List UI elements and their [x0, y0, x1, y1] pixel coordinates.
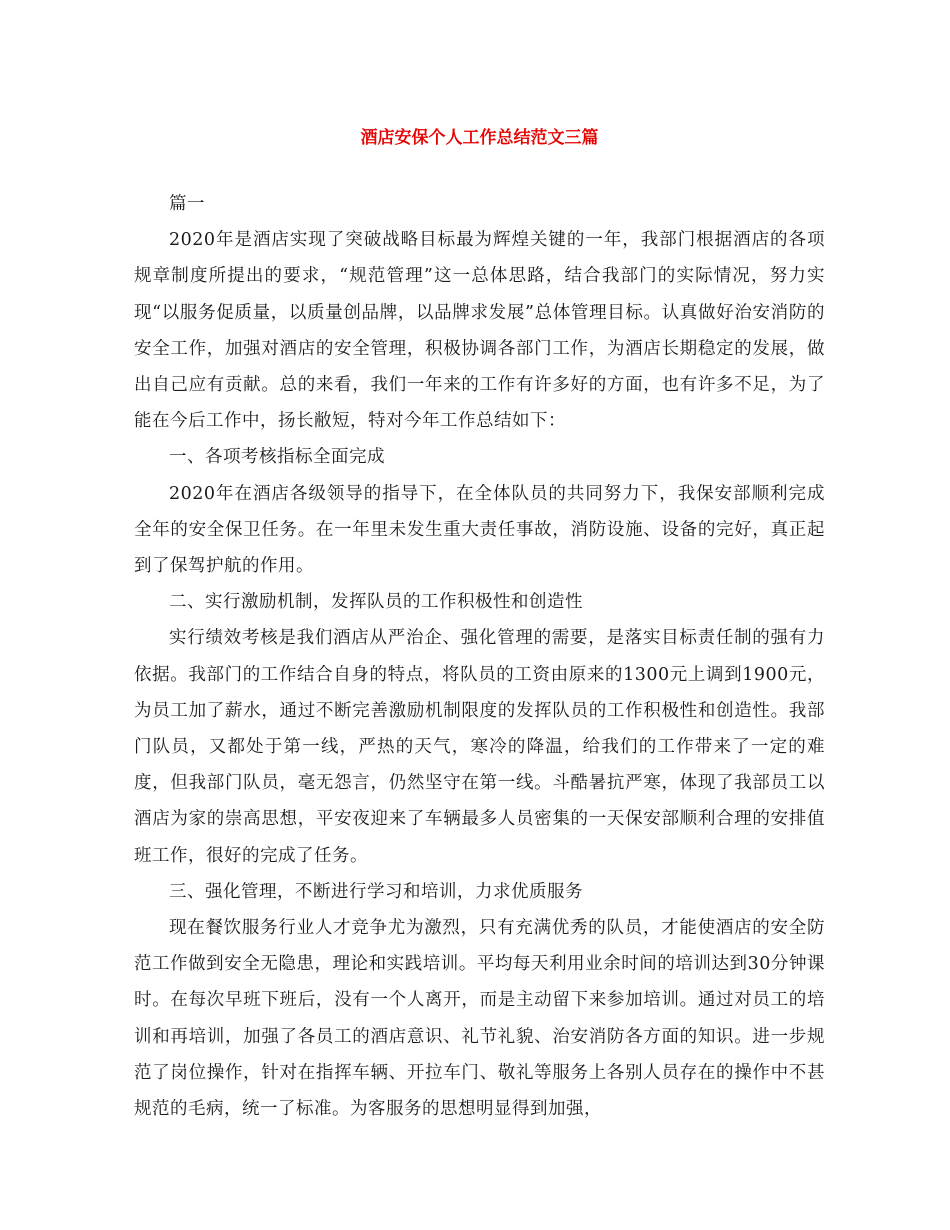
section-heading: 一、各项考核指标全面完成	[169, 447, 385, 468]
section-heading: 三、强化管理，不断进行学习和培训，力求优质服务	[169, 881, 583, 902]
section-heading: 二、实行激励机制，发挥队员的工作积极性和创造性	[169, 592, 583, 613]
document-title: 酒店安保个人工作总结范文三篇	[360, 128, 599, 148]
paragraph: 2020年是酒店实现了突破战略目标最为辉煌关键的一年，我部门根据酒店的各项规章制度所提出的要求，“规范管理”这一总体思路，结合我部门的实际情况，努力实现“以服务促质量，以质量创品牌，以品牌求发展”总体管理目标。认真做好治安消防的安全工作，加强对酒店的安全管理，积极协调各部门工作，为酒店长期稳定的发展，做出自己应有贡献。总的来看，我们一年来的工作有许多好的方面，也有许多不足，为了能在今后工作中，扬长敝短，特对今年工作总结如下：	[134, 230, 825, 432]
section-label: 篇一	[169, 194, 205, 214]
paragraph: 实行绩效考核是我们酒店从严治企、强化管理的需要，是落实目标责任制的强有力依据。我部门的工作结合自身的特点，将队员的工资由原来的1300元上调到1900元，为员工加了薪水，通过不断完善激励机制限度的发挥队员的工作积极性和创造性。我部门队员，又都处于第一线，严热的天气，寒冷的降温，给我们的工作带来了一定的难度，但我部门队员，毫无怨言，仍然坚守在第一线。斗酷暑抗严寒，体现了我部员工以酒店为家的崇高思想，平安夜迎来了车辆最多人员密集的一天保安部顺利合理的安排值班工作，很好的完成了任务。	[134, 628, 825, 866]
paragraph: 2020年在酒店各级领导的指导下，在全体队员的共同努力下，我保安部顺利完成全年的安全保卫任务。在一年里未发生重大责任事故，消防设施、设备的完好，真正起到了保驾护航的作用。	[134, 483, 825, 577]
document-body	[134, 186, 825, 1127]
paragraph: 现在餐饮服务行业人才竞争尤为激烈，只有充满优秀的队员，才能使酒店的安全防范工作做到安全无隐患，理论和实践培训。平均每天利用业余时间的培训达到30分钟课时。在每次早班下班后，没有一个人离开，而是主动留下来参加培训。通过对员工的培训和再培训，加强了各员工的酒店意识、礼节礼貌、治安消防各方面的知识。进一步规范了岗位操作，针对在指挥车辆、开拉车门、敬礼等服务上各别人员存在的操作中不甚规范的毛病，统一了标准。为客服务的思想明显得到加强，	[134, 918, 825, 1120]
